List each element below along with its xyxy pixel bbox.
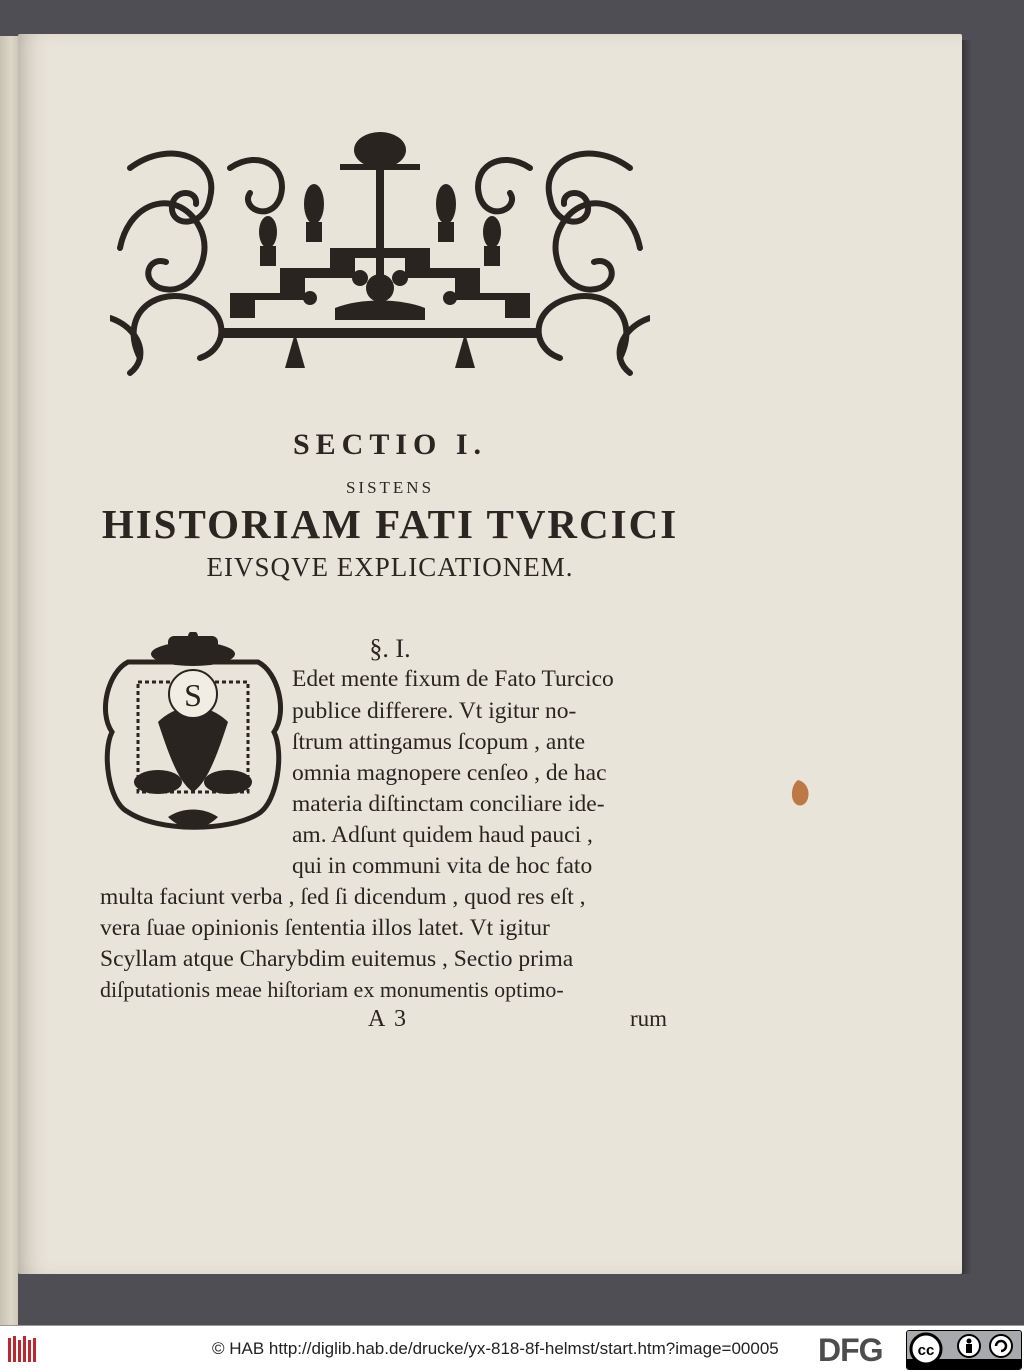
text-line: am. Adſunt quidem haud pauci , <box>292 822 593 848</box>
text-line: multa faciunt verba , ſed ſi dicendum , quod res eſt , <box>100 884 586 910</box>
text-line: vera ſuae opinionis ſententia illos latet. Vt igitur <box>100 915 550 941</box>
sistens-label: SISTENS <box>345 478 435 497</box>
text-line: qui in communi vita de hoc fato <box>292 853 593 879</box>
page-shadow <box>962 40 972 1274</box>
main-title: HISTORIAM FATI TVRCICI <box>101 501 679 547</box>
text-line: publice differere. Vt igitur no- <box>292 698 577 724</box>
text-line: omnia magnopere cenſeo , de hac <box>292 760 607 786</box>
text-line: diſputationis meae hiſtoriam ex monumentis optimo- <box>100 977 564 1002</box>
previous-page-edge <box>0 36 18 1325</box>
initial-letter: S <box>184 677 202 713</box>
text-line: Edet mente fixum de Fato Turcico <box>292 666 614 692</box>
text-line: materia diſtinctam conciliare ide- <box>292 791 605 817</box>
viewer-footer <box>0 1325 1024 1372</box>
catchword: rum <box>630 1006 668 1031</box>
section-number: §. I. <box>369 634 411 663</box>
svg-text:cc: cc <box>917 1342 935 1359</box>
signature-mark: A 3 <box>368 1006 409 1032</box>
section-heading: SECTIO I. <box>292 428 488 461</box>
paper-stain <box>790 778 812 810</box>
headpiece-ornament-icon <box>110 128 650 380</box>
subtitle: EIVSQVE EXPLICATIONEM. <box>206 552 574 582</box>
cc-by-sa-icon[interactable] <box>906 1330 1022 1370</box>
text-line: ſtrum attingamus ſcopum , ante <box>292 729 586 755</box>
text-line: Scyllam atque Charybdim euitemus , Sectio prima <box>100 946 574 972</box>
decorated-initial <box>98 632 288 838</box>
library-logo-icon <box>6 1332 40 1366</box>
dfg-logo: DFG <box>818 1332 883 1368</box>
copyright-link[interactable]: © HAB http://diglib.hab.de/drucke/yx-818-8f-helmst/start.htm?image=00005 <box>212 1339 779 1358</box>
